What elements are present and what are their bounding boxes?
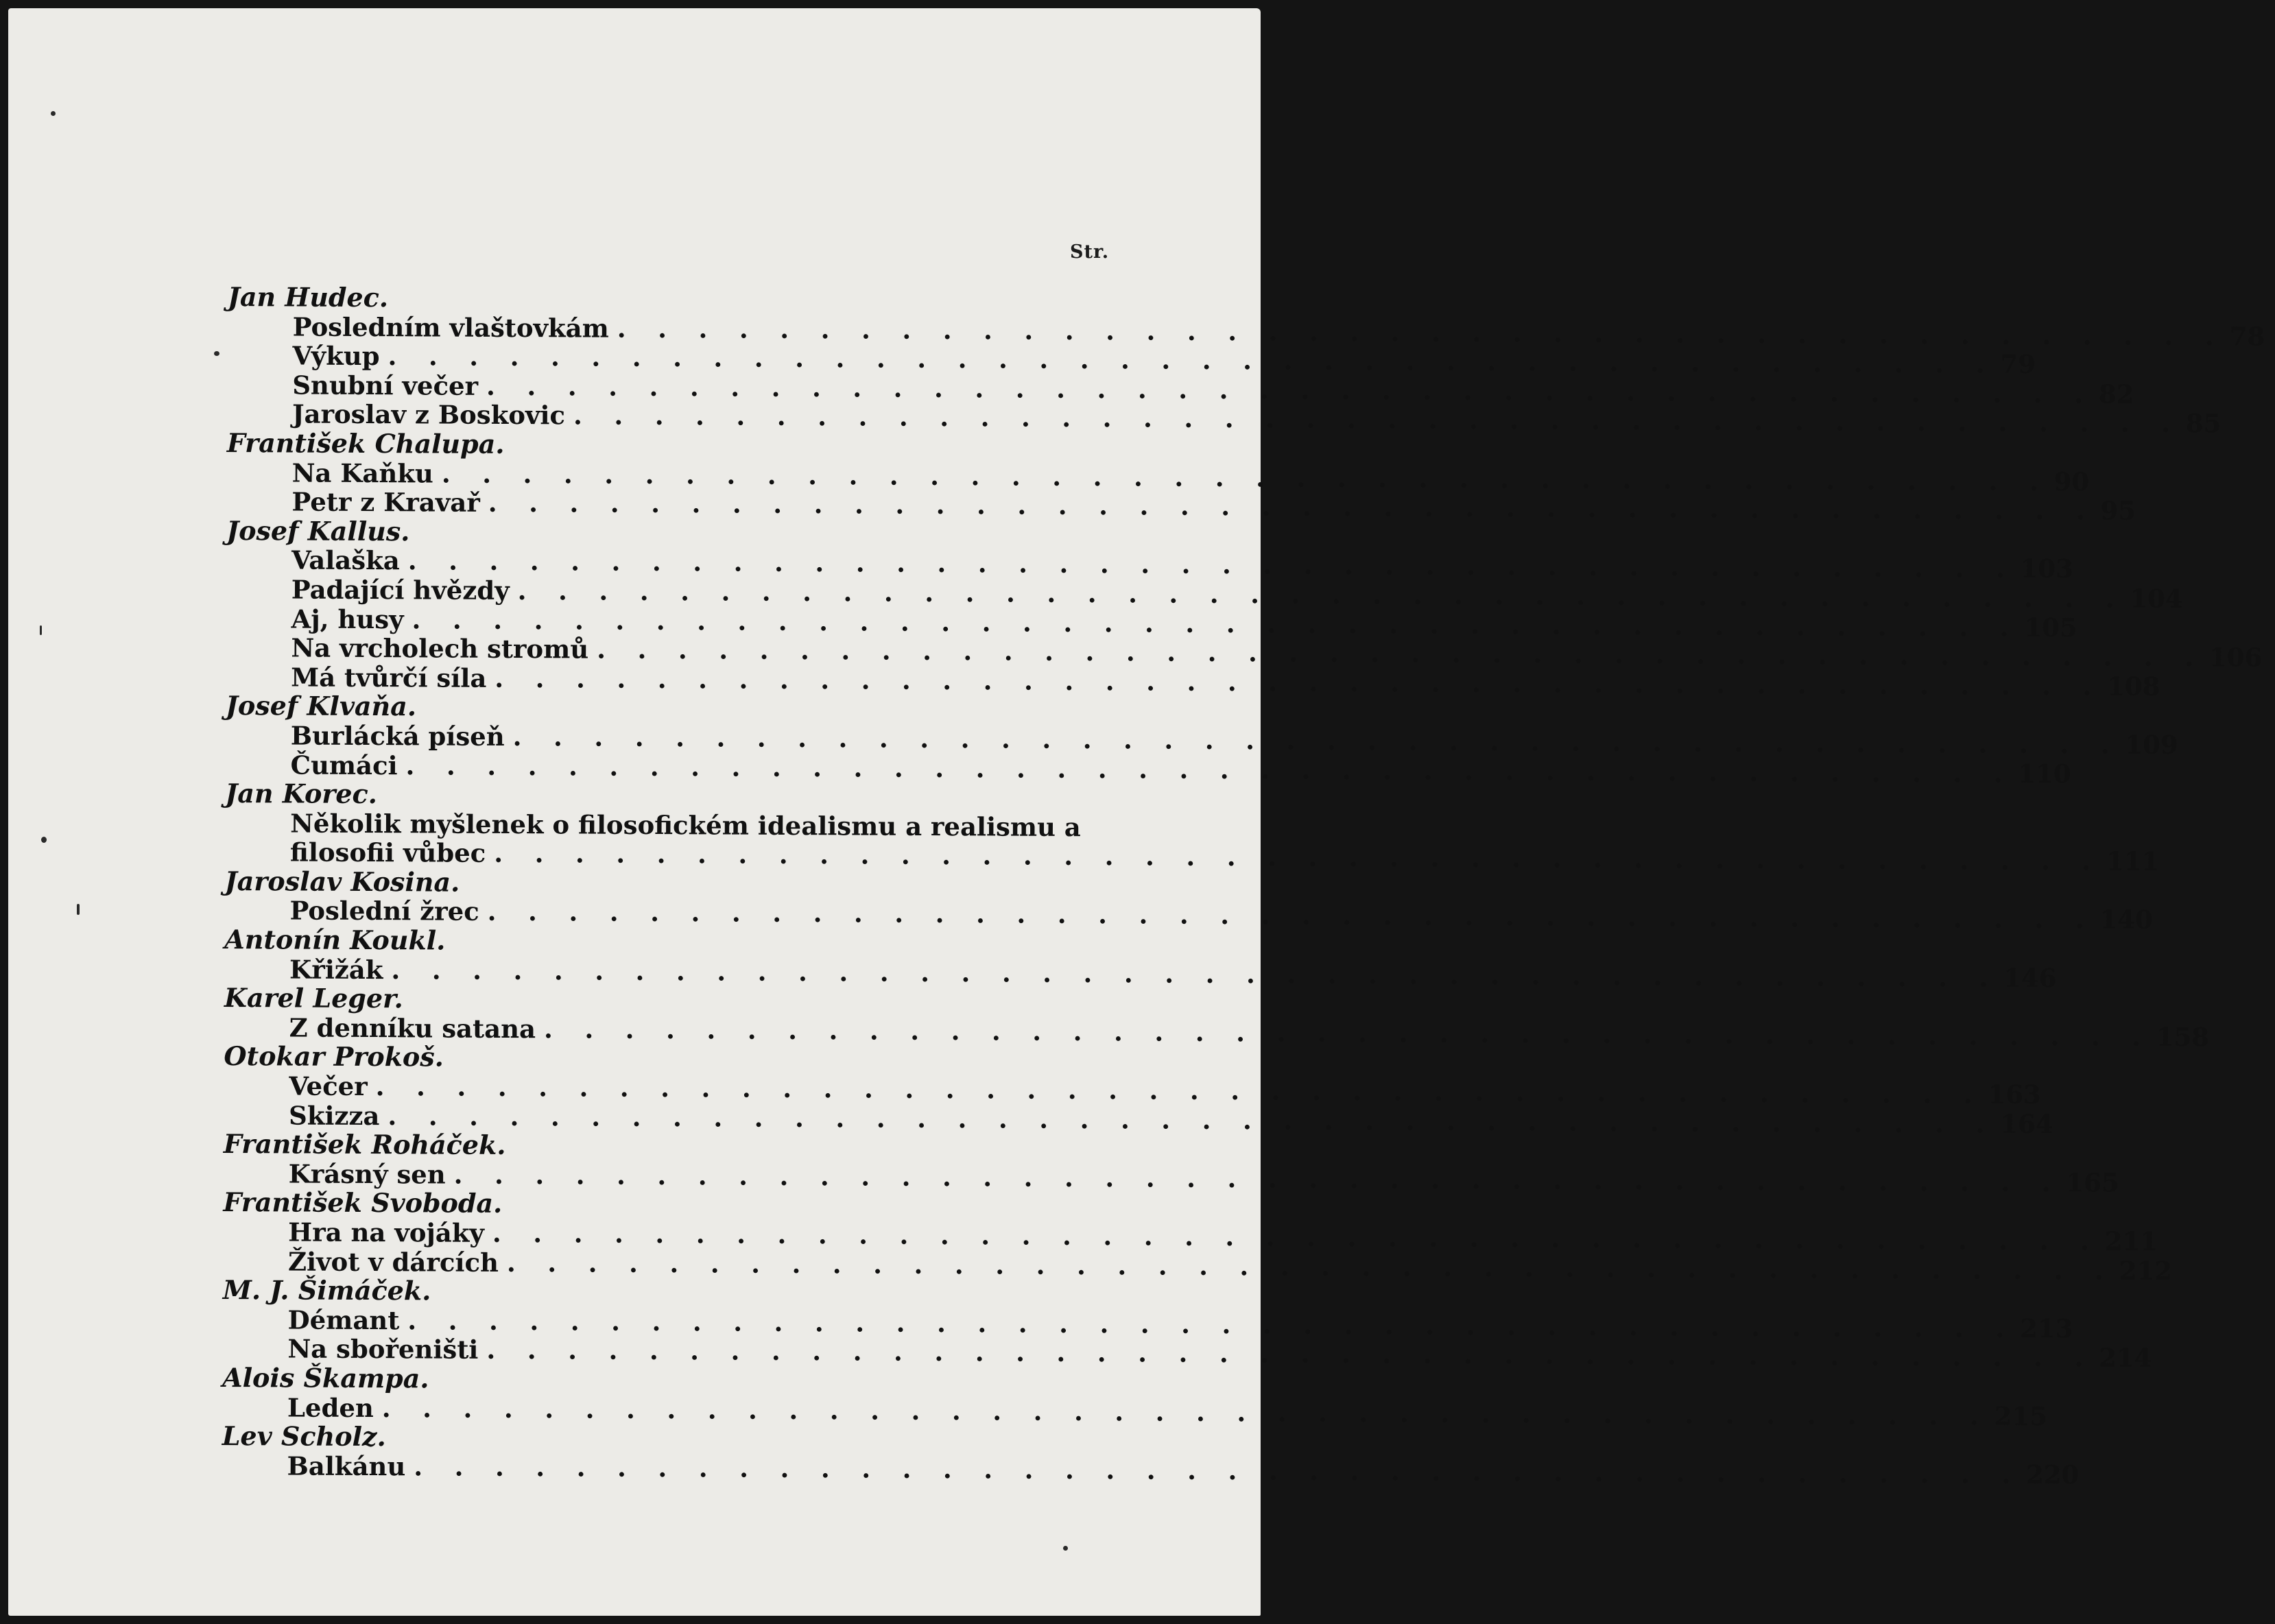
entry-title: Skizza	[288, 1100, 380, 1131]
print-speck	[214, 351, 219, 356]
author-heading: Jan Hudec.	[227, 281, 389, 313]
entry-title: Výkup	[292, 340, 380, 372]
toc-entry	[222, 1450, 2080, 1490]
print-speck	[1063, 1546, 1068, 1551]
print-speck	[77, 904, 80, 915]
entry-title: Čumáci	[290, 749, 398, 780]
toc-entry	[224, 1071, 2041, 1110]
table-of-contents	[222, 281, 2265, 1490]
dot-leader: . . . . . . . . . . . . . . . . . . . . . . . . . . . . . . . . . . . . . . . .	[412, 604, 2021, 643]
entry-title: Má tvůrčí síla	[291, 662, 487, 693]
dot-leader: . . . . . . . . . . . . . . . . . . . . . . . . . . . . . . . . . . . . . . . .	[453, 1159, 2062, 1197]
entry-page-number: 78	[2229, 320, 2265, 352]
entry-title: Z denníku satana	[289, 1012, 536, 1044]
entry-title: Padající hvězdy	[291, 574, 510, 606]
author-heading: František Svoboda.	[223, 1186, 503, 1219]
dot-leader: . . . . . . . . . . . . . . . . . . . . . . . . . . . . . . . . . . . . . . . .	[512, 721, 2121, 760]
dot-leader: . . . . . . . . . . . . . . . . . . . . . . . . . . . . . . . . . . . . . . . .	[388, 341, 1997, 379]
entry-title: Posledním vlaštovkám	[292, 311, 609, 344]
entry-title: Démant	[287, 1304, 400, 1336]
dot-leader: . . . . . . . . . . . . . . . . . . . . . . . . . . . . . . . . . . . . . . . .	[492, 1217, 2101, 1256]
entry-page-number: 140	[2099, 904, 2153, 935]
entry-title: Křižák	[289, 954, 383, 985]
entry-page-number: 213	[2020, 1313, 2073, 1344]
entry-title: Burlácká píseň	[290, 720, 505, 752]
entry-title: Leden	[287, 1392, 374, 1423]
dot-leader: . . . . . . . . . . . . . . . . . . . . . . . . . . . . . . . . . . . . . . . .	[495, 662, 2104, 702]
entry-page-number: 108	[2107, 671, 2160, 702]
print-speck	[51, 111, 56, 116]
entry-page-number: 85	[2185, 408, 2222, 439]
author-heading: Jan Korec.	[225, 778, 378, 810]
author-heading: Karel Leger.	[224, 982, 403, 1014]
dot-leader: . . . . . . . . . . . . . . . . . . . . . . . . . . . . . . . . . . . . . . . .	[488, 488, 2097, 526]
dot-leader: . . . . . . . . . . . . . . . . . . . . . . . . . . . . . . . . . . . . . . . .	[617, 313, 2226, 351]
entry-title-line: Několik myšlenek o filosofickém idealismu a realismu a	[290, 808, 1081, 842]
entry-title: Valaška	[291, 545, 400, 576]
dot-leader: . . . . . . . . . . . . . . . . . . . . . . . . . . . . . . . . . . . . . . . .	[573, 400, 2182, 439]
print-speck	[40, 625, 42, 635]
entry-page-number: 163	[1988, 1079, 2041, 1110]
author-heading: František Roháček.	[223, 1128, 506, 1161]
author-heading: M. J. Šimáček.	[222, 1274, 431, 1306]
entry-page-number: 104	[2130, 583, 2183, 614]
toc-entry	[225, 808, 2160, 877]
entry-page-number: 215	[1994, 1400, 2048, 1431]
entry-title: Na Kaňku	[291, 457, 434, 489]
toc-entry	[226, 632, 2263, 673]
entry-title: Jaroslav z Boskovic	[291, 398, 566, 431]
toc-entry	[223, 1217, 2158, 1256]
entry-page-number: 214	[2099, 1342, 2152, 1374]
entry-title: Petr z Kravař	[291, 486, 480, 518]
entry-title: Hra na vojáky	[288, 1217, 485, 1248]
entry-page-number: 105	[2024, 612, 2077, 643]
dot-leader: . . . . . . . . . . . . . . . . . . . . . . . . . . . . . . . . . . . . . . . .	[441, 458, 2050, 497]
author-heading: Otokar Prokoš.	[224, 1040, 444, 1073]
author-heading: Josef Kallus.	[226, 514, 410, 547]
entry-title: filosofii vůbec	[289, 837, 486, 869]
dot-leader: . . . . . . . . . . . . . . . . . . . . . . . . . . . . . . . . . . . . . . . .	[391, 954, 2000, 993]
author-heading: Alois Škampa.	[222, 1361, 429, 1394]
dot-leader: . . . . . . . . . . . . . . . . . . . . . . . . . . . . . . . . . . . . . . . .	[381, 1392, 1990, 1431]
entry-page-number: 110	[2018, 758, 2071, 789]
dot-leader: . . . . . . . . . . . . . . . . . . . . . . . . . . . . . . . . . . . . . . . .	[388, 1100, 1997, 1139]
entry-page-number: 164	[2000, 1108, 2053, 1139]
author-heading: Lev Scholz.	[222, 1420, 386, 1453]
entry-page-number: 146	[2003, 962, 2057, 993]
entry-title: Poslední žrec	[289, 895, 479, 927]
entry-title: Život v dárcích	[287, 1246, 499, 1278]
author-heading: Jaroslav Kosina.	[224, 865, 460, 898]
entry-title: Na sbořeništi	[287, 1333, 479, 1365]
entry-title: Balkánu	[287, 1450, 406, 1482]
dot-leader: . . . . . . . . . . . . . . . . . . . . . . . . . . . . . . . . . . . . . . . .	[517, 575, 2126, 614]
dot-leader: . . . . . . . . . . . . . . . . . . . . . . . . . . . . . . . . . . . . . . . .	[414, 1451, 2023, 1490]
dot-leader: . . . . . . . . . . . . . . . . . . . . . . . . . . . . . . . . . . . . . . . .	[597, 634, 2206, 673]
dot-leader: . . . . . . . . . . . . . . . . . . . . . . . . . . . . . . . . . . . . . . . .	[375, 1071, 1984, 1110]
entry-page-number: 158	[2156, 1021, 2210, 1052]
entry-page-number: 220	[2025, 1459, 2080, 1490]
author-heading: František Chalupa.	[226, 427, 505, 459]
dot-leader: . . . . . . . . . . . . . . . . . . . . . . . . . . . . . . . . . . . . . . . .	[494, 838, 2103, 876]
page-column-label: Str.	[1070, 241, 1110, 263]
dot-leader: . . . . . . . . . . . . . . . . . . . . . . . . . . . . . . . . . . . . . . . .	[487, 896, 2096, 935]
dot-leader: . . . . . . . . . . . . . . . . . . . . . . . . . . . . . . . . . . . . . . . .	[486, 1335, 2095, 1373]
entry-page-number: 109	[2125, 729, 2178, 760]
dot-leader: . . . . . . . . . . . . . . . . . . . . . . . . . . . . . . . . . . . . . . . .	[407, 1305, 2016, 1344]
book-page	[8, 8, 2265, 1616]
dot-leader: . . . . . . . . . . . . . . . . . . . . . . . . . . . . . . . . . . . . . . . .	[407, 545, 2016, 584]
entry-page-number: 106	[2208, 642, 2263, 673]
toc-entry	[226, 720, 2178, 760]
entry-title: Krásný sen	[288, 1158, 446, 1190]
entry-title: Snubní večer	[292, 370, 479, 401]
entry-page-number: 79	[2000, 348, 2036, 380]
toc-entry	[227, 340, 2036, 380]
dot-leader: . . . . . . . . . . . . . . . . . . . . . . . . . . . . . . . . . . . . . . . .	[543, 1014, 2152, 1052]
entry-page-number: 90	[2053, 466, 2090, 497]
entry-page-number: 111	[2106, 846, 2160, 877]
entry-page-number: 211	[2104, 1226, 2158, 1256]
entry-title: Aj, husy	[291, 603, 404, 634]
print-speck	[41, 837, 47, 843]
entry-page-number: 212	[2119, 1255, 2173, 1286]
dot-leader: . . . . . . . . . . . . . . . . . . . . . . . . . . . . . . . . . . . . . . . .	[506, 1247, 2115, 1286]
entry-page-number: 82	[2098, 379, 2134, 409]
dot-leader: . . . . . . . . . . . . . . . . . . . . . . . . . . . . . . . . . . . . . . . .	[486, 370, 2095, 409]
toc-entry	[226, 574, 2183, 614]
author-heading: Antonín Koukl.	[224, 924, 446, 956]
author-heading: Josef Klvaňa.	[225, 690, 417, 722]
entry-title: Večer	[289, 1071, 368, 1102]
entry-title: Na vrcholech stromů	[291, 632, 589, 665]
entry-page-number: 103	[2020, 553, 2073, 584]
entry-page-number: 95	[2100, 495, 2136, 526]
entry-page-number: 165	[2066, 1167, 2119, 1198]
dot-leader: . . . . . . . . . . . . . . . . . . . . . . . . . . . . . . . . . . . . . . . .	[405, 750, 2014, 789]
